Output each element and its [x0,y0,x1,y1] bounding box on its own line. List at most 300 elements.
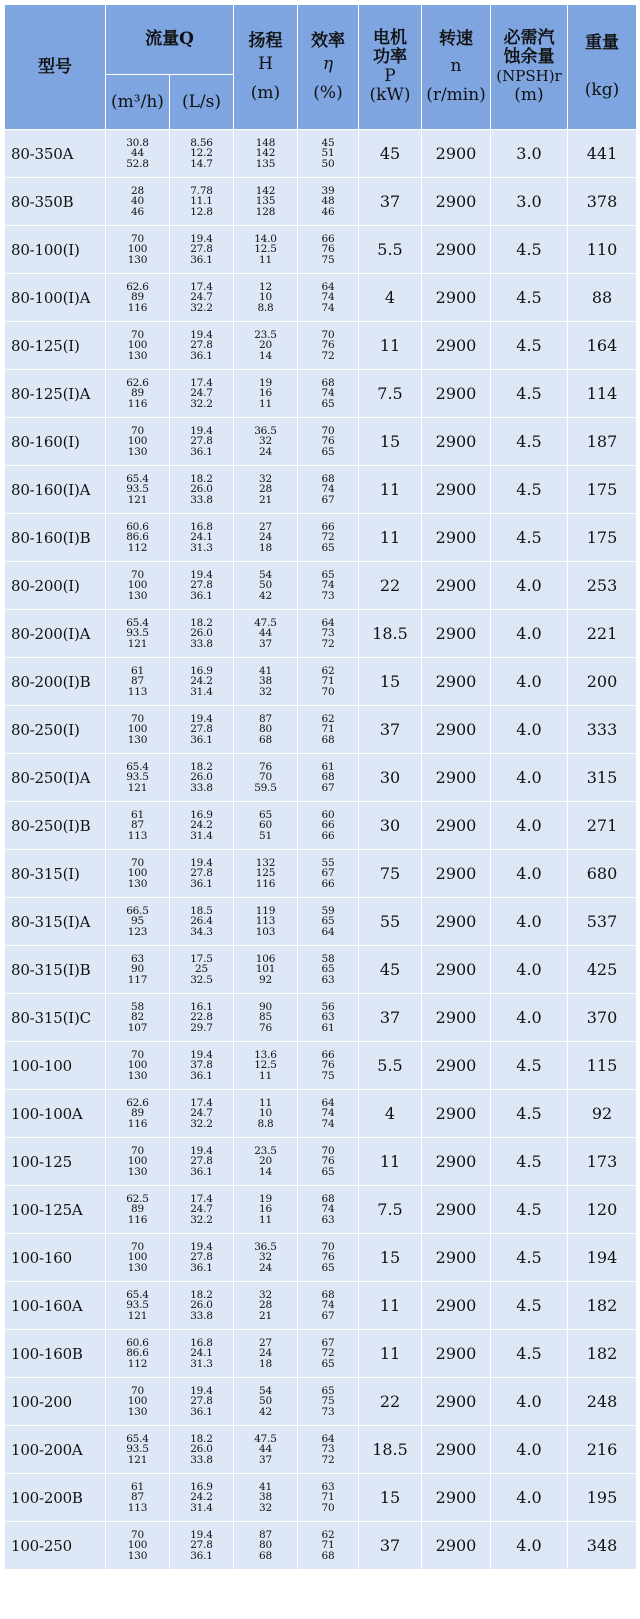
speed-cell: 2900 [422,322,491,370]
table-row [5,1282,637,1330]
cell-value: 70 [131,712,144,725]
power-cell: 11 [359,322,422,370]
model-cell: 80-200(I)A [5,610,106,658]
efficiency-cell [298,1186,359,1234]
cell-value: 50 [321,157,335,170]
cell-value: 130 [127,1069,148,1082]
cell-value: 19 [259,1192,272,1205]
flow-ls-cell [170,994,234,1042]
cell-value: 17.4 [190,1096,213,1109]
cell-value: 68 [321,1288,335,1301]
model-cell: 100-160 [5,1234,106,1282]
cell-value: 116 [255,877,276,890]
head-cell [234,802,298,850]
cell-value: 80 [259,1539,272,1552]
cell-value: 100 [127,867,148,880]
cell-value: 130 [127,445,148,458]
power-cell: 5.5 [359,226,422,274]
flow-m3h-cell [106,1186,170,1234]
cell-value: 56 [321,1000,335,1013]
flow-ls-cell [170,1234,234,1282]
npsh-cell: 4.5 [491,466,568,514]
speed-cell: 2900 [422,898,491,946]
cell-value: 24 [259,531,272,544]
cell-value: 87 [131,1491,144,1504]
cell-value: 87 [259,712,272,725]
cell-value: 65 [321,915,335,928]
cell-value: 130 [127,1549,148,1562]
cell-value: 121 [127,493,148,506]
cell-value: 11 [259,1096,272,1109]
cell-value: 10 [259,291,272,304]
flow-ls-cell [170,1042,234,1090]
npsh-cell: 4.5 [491,514,568,562]
cell-value: 42 [259,1405,272,1418]
cell-value: 27.8 [190,579,213,592]
cell-value: 76 [321,435,335,448]
cell-value: 33.8 [190,781,213,794]
table-row [5,1042,637,1090]
cell-value: 76 [321,1155,335,1168]
model-cell: 80-200(I)B [5,658,106,706]
flow-ls-cell [170,130,234,178]
flow-m3h-cell [106,994,170,1042]
cell-value: 65 [259,808,272,821]
table-row [5,1138,637,1186]
cell-value: 63 [131,952,144,965]
cell-value: 82 [131,1011,144,1024]
npsh-cell: 4.5 [491,1282,568,1330]
cell-value: 22.8 [190,1011,213,1024]
cell-value: 100 [127,723,148,736]
power-cell: 55 [359,898,422,946]
cell-value: 27.8 [190,723,213,736]
cell-value: 103 [255,925,276,938]
cell-value: 37 [259,1453,272,1466]
weight-cell: 114 [568,370,637,418]
cell-value: 7.78 [190,184,213,197]
cell-value: 65.4 [126,1432,149,1445]
cell-value: 70 [321,1501,335,1514]
npsh-cell: 4.0 [491,1474,568,1522]
cell-value: 24 [259,1347,272,1360]
cell-value: 132 [255,856,276,869]
npsh-cell: 4.0 [491,946,568,994]
cell-value: 63 [321,1213,335,1226]
cell-value: 36.1 [190,589,213,602]
cell-value: 121 [127,637,148,650]
weight-cell: 370 [568,994,637,1042]
speed-cell: 2900 [422,1090,491,1138]
cell-value: 68 [321,771,335,784]
cell-value: 67 [321,1336,335,1349]
cell-value: 70 [131,568,144,581]
cell-value: 65.4 [126,472,149,485]
cell-value: 66 [321,819,335,832]
model-cell: 100-160A [5,1282,106,1330]
power-cell: 11 [359,1282,422,1330]
cell-value: 74 [321,301,335,314]
cell-value: 50 [259,1395,272,1408]
cell-value: 19.4 [190,1048,213,1061]
cell-value: 18.2 [190,472,213,485]
power-cell: 37 [359,994,422,1042]
efficiency-cell [298,1282,359,1330]
model-cell: 80-125(I) [5,322,106,370]
table-row [5,850,637,898]
flow-m3h-cell [106,562,170,610]
speed-cell: 2900 [422,370,491,418]
pump-spec-table [4,4,637,1570]
head-cell [234,1378,298,1426]
speed-cell: 2900 [422,802,491,850]
cell-value: 17.5 [190,952,213,965]
power-cell: 22 [359,562,422,610]
cell-value: 33.8 [190,493,213,506]
table-row [5,1330,637,1378]
cell-value: 12.5 [254,1059,277,1072]
cell-value: 21 [259,493,272,506]
cell-value: 70 [131,1144,144,1157]
cell-value: 42 [259,589,272,602]
cell-value: 76 [321,1059,335,1072]
cell-value: 23.5 [254,328,277,341]
flow-ls-cell [170,514,234,562]
weight-cell: 115 [568,1042,637,1090]
model-cell: 80-250(I)A [5,754,106,802]
cell-value: 26.4 [190,915,213,928]
cell-value: 19.4 [190,424,213,437]
power-cell: 30 [359,802,422,850]
cell-value: 72 [321,1347,335,1360]
power-cell: 4 [359,1090,422,1138]
speed-cell: 2900 [422,1186,491,1234]
npsh-cell: 4.0 [491,1378,568,1426]
head-cell [234,1234,298,1282]
cell-value: 74 [321,483,335,496]
flow-m3h-cell [106,1426,170,1474]
head-cell [234,610,298,658]
cell-value: 61 [131,808,144,821]
table-row [5,946,637,994]
power-cell: 37 [359,178,422,226]
cell-value: 130 [127,1405,148,1418]
speed-cell: 2900 [422,466,491,514]
cell-value: 90 [131,963,144,976]
power-cell: 18.5 [359,1426,422,1474]
cell-value: 17.4 [190,376,213,389]
cell-value: 37.8 [190,1059,213,1072]
cell-value: 54 [259,568,272,581]
cell-value: 19.4 [190,568,213,581]
cell-value: 74 [321,1203,335,1216]
head-cell [234,1330,298,1378]
table-row [5,274,637,322]
weight-cell: 187 [568,418,637,466]
cell-value: 71 [321,1491,335,1504]
cell-value: 125 [255,867,276,880]
flow-m3h-cell [106,130,170,178]
flow-m3h-cell [106,1522,170,1570]
npsh-cell: 4.0 [491,754,568,802]
cell-value: 90 [259,1000,272,1013]
speed-cell: 2900 [422,706,491,754]
weight-cell: 248 [568,1378,637,1426]
weight-cell: 120 [568,1186,637,1234]
efficiency-cell [298,1234,359,1282]
flow-m3h-cell [106,850,170,898]
weight-cell: 333 [568,706,637,754]
cell-value: 36.1 [190,1405,213,1418]
speed-cell: 2900 [422,1378,491,1426]
header-speed: 转速 n (r/min) [422,5,491,130]
table-row [5,226,637,274]
cell-value: 32 [259,685,272,698]
cell-value: 50 [259,579,272,592]
cell-value: 32 [259,472,272,485]
flow-ls-cell [170,370,234,418]
cell-value: 10 [259,1107,272,1120]
cell-value: 51 [321,147,335,160]
weight-cell: 194 [568,1234,637,1282]
model-cell: 80-315(I)B [5,946,106,994]
cell-value: 32.2 [190,397,213,410]
npsh-cell: 4.5 [491,226,568,274]
cell-value: 61 [131,664,144,677]
weight-cell: 173 [568,1138,637,1186]
efficiency-cell [298,370,359,418]
power-cell: 45 [359,130,422,178]
header-efficiency: 效率 η (%) [298,5,359,130]
cell-value: 19.4 [190,1528,213,1541]
cell-value: 19.4 [190,1144,213,1157]
npsh-cell: 4.0 [491,562,568,610]
cell-value: 26.0 [190,627,213,640]
cell-value: 11 [259,397,272,410]
power-cell: 37 [359,1522,422,1570]
cell-value: 130 [127,589,148,602]
cell-value: 64 [321,1432,335,1445]
flow-m3h-cell [106,754,170,802]
flow-ls-cell [170,226,234,274]
efficiency-cell [298,754,359,802]
table-row [5,466,637,514]
npsh-cell: 4.5 [491,418,568,466]
model-cell: 100-125A [5,1186,106,1234]
cell-value: 58 [321,952,335,965]
flow-ls-cell [170,466,234,514]
cell-value: 27.8 [190,435,213,448]
cell-value: 31.4 [190,685,213,698]
cell-value: 27.8 [190,1395,213,1408]
cell-value: 92 [259,973,272,986]
model-cell: 80-315(I)C [5,994,106,1042]
head-cell [234,562,298,610]
weight-cell: 92 [568,1090,637,1138]
cell-value: 74 [321,1117,335,1130]
model-cell: 100-160B [5,1330,106,1378]
table-row [5,994,637,1042]
cell-value: 65 [321,397,335,410]
cell-value: 24.1 [190,1347,213,1360]
power-cell: 5.5 [359,1042,422,1090]
cell-value: 135 [255,157,276,170]
cell-value: 27.8 [190,339,213,352]
power-cell: 11 [359,1330,422,1378]
cell-value: 89 [131,291,144,304]
weight-cell: 315 [568,754,637,802]
head-cell [234,754,298,802]
cell-value: 73 [321,627,335,640]
cell-value: 113 [127,685,148,698]
cell-value: 70 [321,1240,335,1253]
cell-value: 24.7 [190,1107,213,1120]
flow-m3h-cell [106,1330,170,1378]
cell-value: 70 [131,1384,144,1397]
cell-value: 93.5 [126,483,149,496]
table-row [5,370,637,418]
weight-cell: 164 [568,322,637,370]
head-cell [234,370,298,418]
cell-value: 20 [259,339,272,352]
head-cell [234,850,298,898]
header-flow: 流量Q [106,5,234,75]
cell-value: 28 [259,483,272,496]
speed-cell: 2900 [422,178,491,226]
speed-cell: 2900 [422,946,491,994]
cell-value: 8.56 [190,136,213,149]
header-weight: 重量 (kg) [568,5,637,130]
cell-value: 89 [131,1203,144,1216]
cell-value: 113 [127,1501,148,1514]
model-cell: 80-250(I)B [5,802,106,850]
efficiency-cell [298,322,359,370]
cell-value: 65.4 [126,1288,149,1301]
cell-value: 123 [127,925,148,938]
cell-value: 130 [127,733,148,746]
power-cell: 15 [359,1474,422,1522]
cell-value: 19.4 [190,1384,213,1397]
cell-value: 38 [259,675,272,688]
flow-ls-cell [170,1474,234,1522]
cell-value: 18.5 [190,904,213,917]
npsh-cell: 4.5 [491,1330,568,1378]
cell-value: 64 [321,616,335,629]
efficiency-cell [298,994,359,1042]
cell-value: 71 [321,675,335,688]
speed-cell: 2900 [422,754,491,802]
cell-value: 66 [321,829,335,842]
head-cell [234,1042,298,1090]
cell-value: 100 [127,243,148,256]
cell-value: 130 [127,349,148,362]
cell-value: 40 [131,195,144,208]
flow-m3h-cell [106,1042,170,1090]
power-cell: 37 [359,706,422,754]
cell-value: 76 [321,243,335,256]
npsh-cell: 4.5 [491,1186,568,1234]
flow-m3h-cell [106,946,170,994]
cell-value: 17.4 [190,280,213,293]
cell-value: 32 [259,1288,272,1301]
cell-value: 44 [131,147,144,160]
head-cell [234,1138,298,1186]
head-cell [234,226,298,274]
cell-value: 32.5 [190,973,213,986]
table-row [5,1378,637,1426]
cell-value: 75 [321,1069,335,1082]
speed-cell: 2900 [422,1282,491,1330]
flow-ls-cell [170,1090,234,1138]
efficiency-cell [298,418,359,466]
npsh-cell: 4.0 [491,898,568,946]
cell-value: 27.8 [190,243,213,256]
table-row [5,898,637,946]
weight-cell: 537 [568,898,637,946]
flow-ls-cell [170,946,234,994]
efficiency-cell [298,658,359,706]
cell-value: 100 [127,1539,148,1552]
cell-value: 62 [321,712,335,725]
cell-value: 100 [127,1059,148,1072]
cell-value: 87 [131,675,144,688]
speed-cell: 2900 [422,1522,491,1570]
cell-value: 47.5 [254,616,277,629]
cell-value: 66 [321,877,335,890]
efficiency-cell [298,226,359,274]
npsh-cell: 4.0 [491,658,568,706]
table-row [5,658,637,706]
cell-value: 112 [127,1357,148,1370]
cell-value: 19.4 [190,856,213,869]
flow-ls-cell [170,850,234,898]
cell-value: 33.8 [190,1309,213,1322]
speed-cell: 2900 [422,658,491,706]
cell-value: 135 [255,195,276,208]
cell-value: 14.7 [190,157,213,170]
flow-ls-cell [170,754,234,802]
cell-value: 32 [259,435,272,448]
flow-m3h-cell [106,274,170,322]
head-cell [234,1474,298,1522]
cell-value: 62.6 [126,280,149,293]
cell-value: 119 [255,904,276,917]
cell-value: 128 [255,205,276,218]
flow-ls-cell [170,898,234,946]
cell-value: 33.8 [190,1453,213,1466]
flow-m3h-cell [106,706,170,754]
cell-value: 66 [321,1048,335,1061]
cell-value: 113 [127,829,148,842]
model-cell: 80-315(I) [5,850,106,898]
speed-cell: 2900 [422,130,491,178]
flow-ls-cell [170,1138,234,1186]
power-cell: 75 [359,850,422,898]
cell-value: 68 [321,1192,335,1205]
table-row [5,1426,637,1474]
cell-value: 27 [259,520,272,533]
cell-value: 116 [127,1117,148,1130]
npsh-cell: 4.0 [491,1426,568,1474]
head-cell [234,946,298,994]
power-cell: 22 [359,1378,422,1426]
weight-cell: 175 [568,514,637,562]
cell-value: 24.7 [190,387,213,400]
head-cell [234,1090,298,1138]
cell-value: 31.4 [190,1501,213,1514]
cell-value: 89 [131,387,144,400]
cell-value: 66 [321,232,335,245]
